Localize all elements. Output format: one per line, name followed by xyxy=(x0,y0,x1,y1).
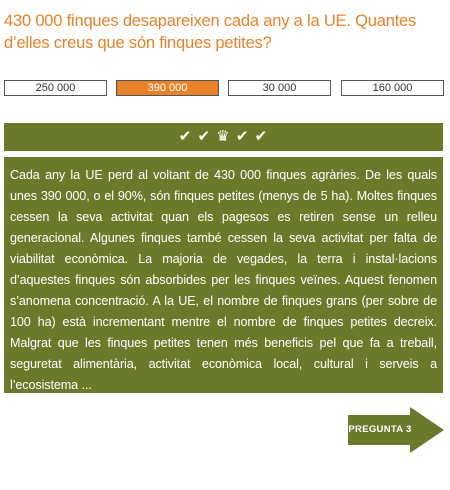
next-question-button[interactable] xyxy=(348,407,444,453)
question-text: 430 000 finques desapareixen cada any a la UE. Quantes d’elles creus que són finques petites? xyxy=(4,12,417,52)
option-390000-button[interactable]: 390 000 xyxy=(116,80,219,96)
option-250000-button[interactable]: 250 000 xyxy=(4,80,107,96)
answer-options xyxy=(4,80,444,96)
option-160000-button[interactable]: 160 000 xyxy=(341,80,444,96)
option-30000-button[interactable]: 30 000 xyxy=(228,80,331,96)
answer-explanation: Cada any la UE perd al voltant de 430 000 finques agràries. De les quals unes 390 000, o el 90%, són finques petites (menys de 5 ha). Moltes finques cessen la seva activitat quan els pagesos es retiren sense un relleu generacional. Algunes finques també cessen la seva activitat per falta de viabilitat econòmica. La majoria de vegades, la terra i instal·lacions d’aquestes finques són absorbides per les finques veïnes. Aquest fenomen s’anomena concentració. A la UE, el nombre de finques grans (per sobre de 100 ha) està incrementant mentre el nombre de finques petites decreix. Malgrat que les finques petites tenen més beneficis pel que fa a treball, seguretat alimentària, activitat econòmica local, cultural i serveis a l’ecosistema ... xyxy=(4,157,443,393)
next-question-label: PREGUNTA 3 xyxy=(348,424,412,435)
result-check-icons: ✔ ✔ ♛ ✔ ✔ xyxy=(178,128,269,145)
result-icons-bar xyxy=(4,123,443,151)
